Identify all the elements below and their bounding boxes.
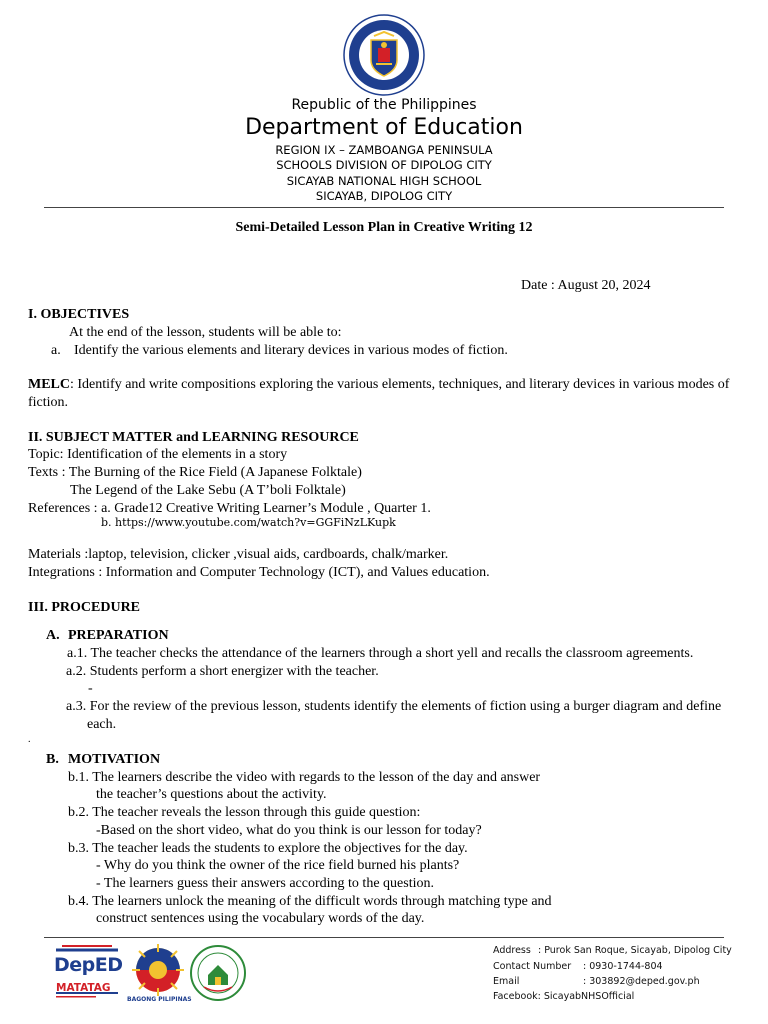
texts-line-2: The Legend of the Lake Sebu (A T’boli Folktale): [70, 483, 346, 498]
motivation-b2-line-2: -Based on the short video, what do you think is our lesson for today?: [96, 823, 482, 838]
references-link[interactable]: b. https://www.youtube.com/watch?v=GGFiNzLKupk: [101, 516, 396, 529]
footer-contact-value: : 0930-1744-804: [583, 961, 663, 972]
references-line-1: References : a. Grade12 Creative Writing Learner’s Module , Quarter 1.: [28, 501, 431, 516]
preparation-dash: -: [88, 681, 93, 696]
deped-seal: [343, 14, 425, 96]
melc-label: MELC: [28, 377, 70, 392]
objectives-intro: At the end of the lesson, students will be able to:: [69, 325, 342, 340]
integrations-line: [28, 564, 490, 582]
footer-divider: [44, 937, 724, 938]
motivation-b3-line-3: - The learners guess their answers according to the question.: [96, 876, 434, 891]
motivation-b4-line-1: b.4. The learners unlock the meaning of the difficult words through matching type and: [68, 894, 552, 909]
stray-dot: .: [28, 734, 31, 745]
lesson-date: Date : August 20, 2024: [521, 278, 651, 293]
footer-address-label: Address: [493, 945, 531, 956]
objective-marker: a.: [51, 343, 61, 358]
school-line: SICAYAB NATIONAL HIGH SCHOOL: [286, 174, 482, 188]
motivation-b3-line-2: - Why do you think the owner of the rice field burned his plants?: [96, 858, 460, 873]
melc-line-2: fiction.: [28, 395, 69, 410]
preparation-a3-line-1: a.3. For the review of the previous lesson, students identify the elements of fiction using a burger diagram and define: [66, 699, 722, 714]
motivation-b1-line-1: b.1. The learners describe the video with regards to the lesson of the day and answer: [68, 770, 541, 785]
integrations-label: Integrations :: [28, 565, 106, 580]
address-line: SICAYAB, DIPOLOG CITY: [315, 189, 453, 203]
footer-contact-label: Contact Number: [493, 961, 572, 972]
department-title: Department of Education: [245, 115, 523, 140]
footer-email: [493, 976, 700, 987]
texts-line-1: Texts : The Burning of the Rice Field (A Japanese Folktale): [28, 465, 362, 480]
motivation-b4-line-2: construct sentences using the vocabulary words of the day.: [96, 911, 425, 926]
motivation-b1-line-2: the teacher’s questions about the activity.: [96, 787, 327, 802]
bagong-pilipinas-text: BAGONG PILIPINAS: [127, 996, 192, 1003]
subject-matter-heading: II. SUBJECT MATTER and LEARNING RESOURCE: [28, 430, 359, 445]
footer-email-label: Email: [493, 976, 520, 987]
preparation-a1: a.1. The teacher checks the attendance of the learners through a short yell and recalls the classroom agreements.: [67, 646, 694, 661]
deped-logo-text: DepED: [54, 954, 123, 976]
objective-item: Identify the various elements and literary devices in various modes of fiction.: [74, 343, 508, 358]
header-divider: [44, 207, 724, 208]
melc-line-1: [28, 376, 729, 394]
footer-address-value: : Purok San Roque, Sicayab, Dipolog City: [538, 945, 732, 956]
integrations-text: Information and Computer Technology (ICT), and Values education.: [105, 565, 490, 580]
preparation-a3-line-2: each.: [87, 717, 117, 732]
motivation-b2-line-1: b.2. The teacher reveals the lesson through this guide question:: [68, 805, 421, 820]
republic-line: Republic of the Philippines: [291, 97, 477, 113]
preparation-marker: A.: [46, 628, 60, 643]
footer-facebook: [493, 991, 634, 1002]
footer-facebook-value[interactable]: : SicayabNHSOfficial: [537, 991, 635, 1002]
preparation-title: PREPARATION: [68, 628, 169, 643]
topic-line: Topic: Identification of the elements in a story: [28, 447, 288, 462]
deped-matatag-logo: [52, 944, 122, 1004]
footer-address: [493, 945, 732, 956]
motivation-title: MOTIVATION: [68, 752, 161, 767]
matatag-text: MATATAG: [56, 982, 111, 994]
motivation-marker: B.: [46, 752, 59, 767]
footer-email-value[interactable]: : 303892@deped.gov.ph: [583, 976, 700, 987]
materials-line: Materials :laptop, television, clicker ,visual aids, cardboards, chalk/marker.: [28, 547, 449, 562]
region-line: REGION IX – ZAMBOANGA PENINSULA: [275, 143, 493, 157]
footer-contact: [493, 961, 663, 972]
melc-text: : Identify and write compositions exploring the various elements, techniques, and literary devices in various modes of: [70, 377, 730, 392]
footer-facebook-label: Facebook: [493, 991, 538, 1002]
procedure-heading: III. PROCEDURE: [28, 600, 141, 615]
document-title: Semi-Detailed Lesson Plan in Creative Writing 12: [235, 220, 533, 235]
motivation-b3-line-1: b.3. The teacher leads the students to explore the objectives for the day.: [68, 841, 468, 856]
school-seal: [190, 945, 246, 1001]
division-line: SCHOOLS DIVISION OF DIPOLOG CITY: [276, 158, 492, 172]
preparation-a2: a.2. Students perform a short energizer with the teacher.: [66, 664, 379, 679]
bagong-pilipinas-logo: [127, 942, 192, 1006]
objectives-heading: I. OBJECTIVES: [28, 307, 130, 322]
